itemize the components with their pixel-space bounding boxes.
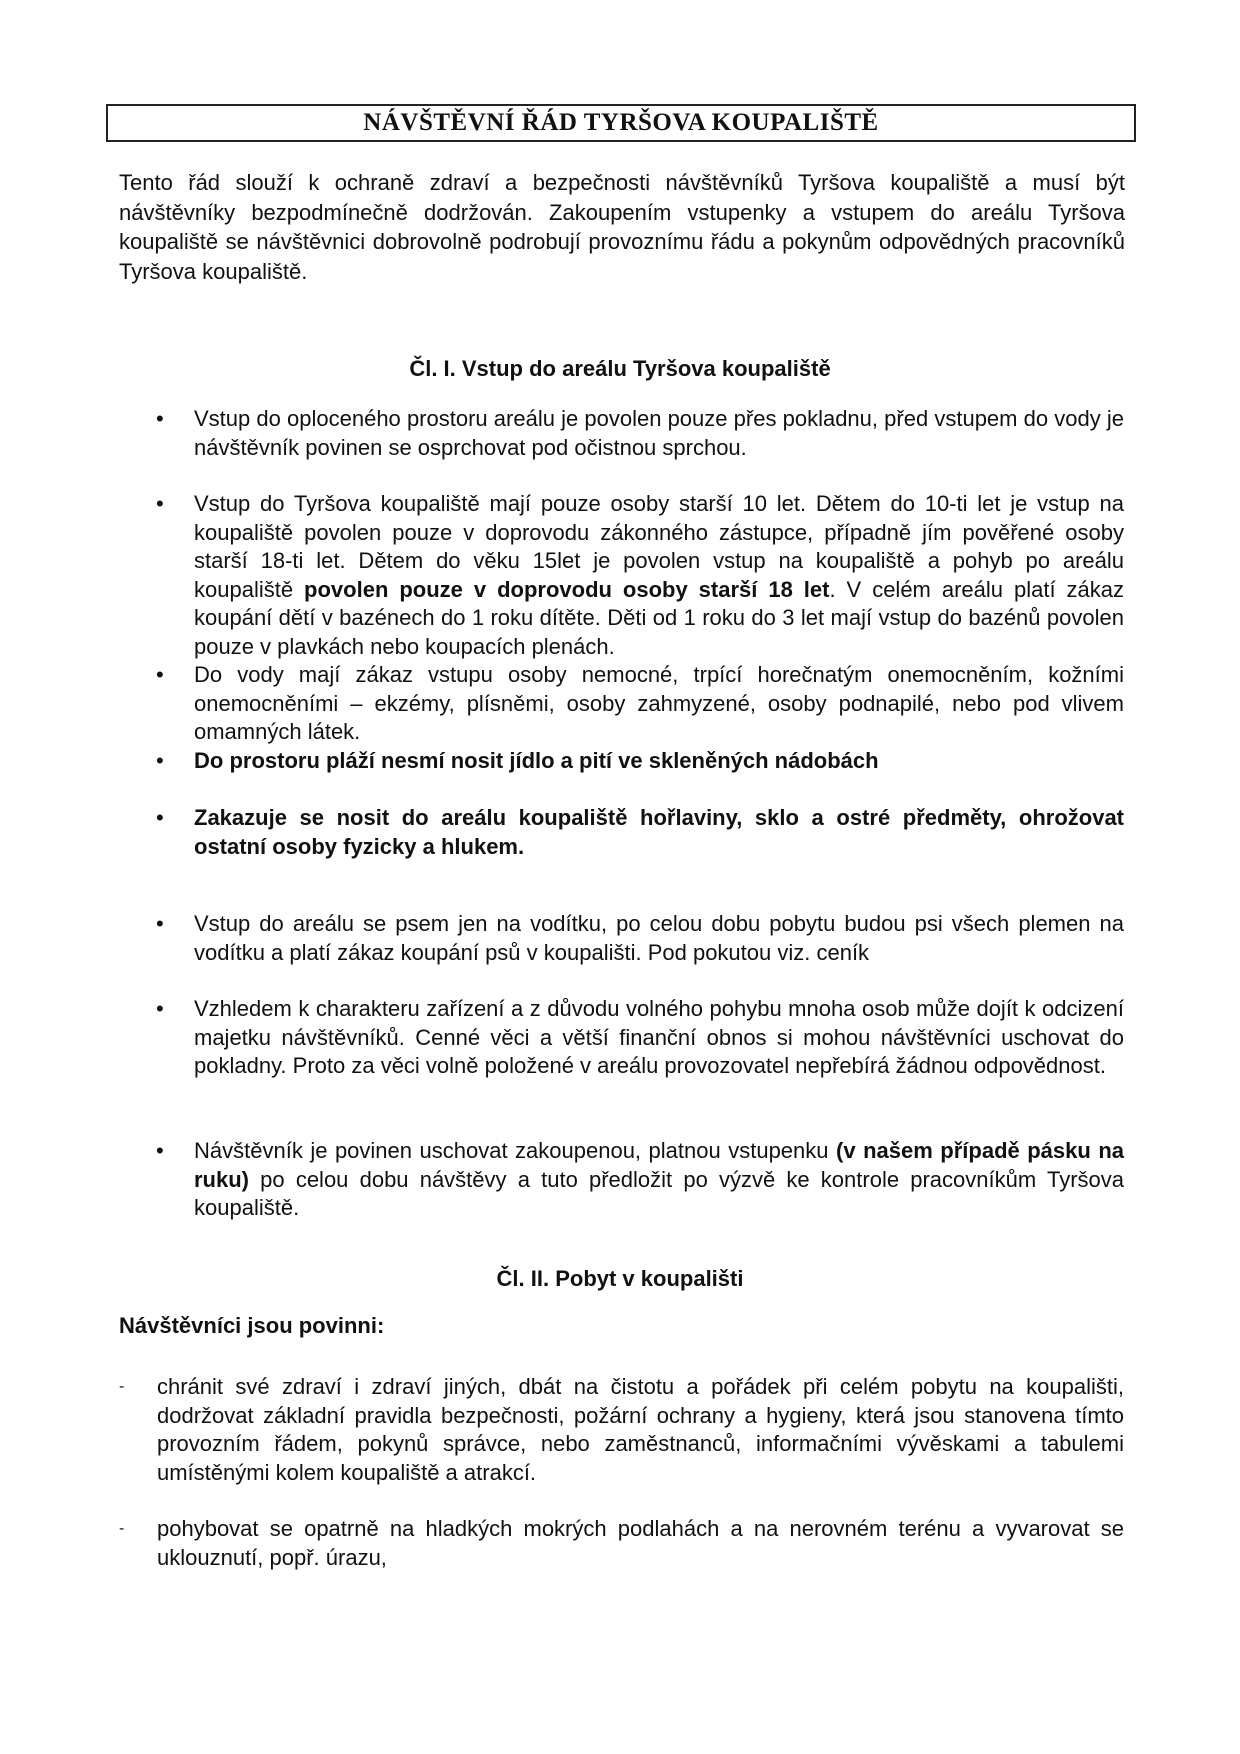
bullet-icon: • xyxy=(156,406,164,431)
dash-marker-icon: - xyxy=(119,1520,125,1537)
list-item: Vstup do areálu se psem jen na vodítku, po celou dobu pobytu budou psi všech plemen na vodítku a platí zákaz koupání psů v koupališti. Pod pokutou viz. ceník xyxy=(194,911,1124,965)
list-item: chránit své zdraví i zdraví jiných, dbát na čistotu a pořádek při celém pobytu na koupališti, dodržovat základní pravidla bezpečnosti, požární ochrany a hygieny, která jsou stanovena tímto provozním řádem, pokynů správce, nebo zaměstnanců, informačními vývěskami a tabulemi umístěnými kolem koupaliště a atrakcí. xyxy=(157,1374,1124,1485)
list-item: Do vody mají zákaz vstupu osoby nemocné, trpící horečnatým onemocněním, kožními onemocněními – ekzémy, plísněmi, osoby zahmyzené, osoby podnapilé, nebo pod vlivem omamných látek. xyxy=(194,662,1124,744)
list-item: Vstup do Tyršova koupaliště mají pouze osoby starší 10 let. Dětem do 10-ti let je vstup na koupaliště povolen pouze v doprovodu zákonného zástupce, případně jím pověřené osoby starší 18-ti let. Dětem do věku 15let je povolen vstup na koupaliště a pohyb po areálu koupaliště povolen pouze v doprovodu osoby starší 18 let. V celém areálu platí zákaz koupání dětí v bazénech do 1 roku dítěte. Děti od 1 roku do 3 let mají vstup do bazénů povolen pouze v plavkách nebo koupacích plenách. xyxy=(194,491,1124,659)
bullet-icon: • xyxy=(156,805,164,830)
list-item: Vzhledem k charakteru zařízení a z důvodu volného pohybu mnoha osob může dojít k odcizení majetku návštěvníků. Cenné věci a větší finanční obnos si mohou návštěvníci uschovat do pokladny. Proto za věci volně položené v areálu provozovatel nepřebírá žádnou odpovědnost. xyxy=(194,996,1124,1078)
section-2-heading: Čl. II. Pobyt v koupališti xyxy=(496,1266,744,1291)
bold-emphasis: povolen pouze v doprovodu osoby starší 18 let xyxy=(304,576,830,602)
list-item: pohybovat se opatrně na hladkých mokrých podlahách a na nerovném terénu a vyvarovat se uklouznutí, popř. úrazu, xyxy=(157,1516,1124,1570)
bullet-icon: • xyxy=(156,1138,164,1163)
bullet-icon: • xyxy=(156,662,164,687)
intro-paragraph: Tento řád slouží k ochraně zdraví a bezpečnosti návštěvníků Tyršova koupaliště a musí být návštěvníky bezpodmínečně dodržován. Zakoupením vstupenky a vstupem do areálu Tyršova koupaliště se návštěvnici dobrovolně podrobují provoznímu řádu a pokynům odpovědných pracovníků Tyršova koupaliště. xyxy=(119,170,1125,284)
section-1-heading: Čl. I. Vstup do areálu Tyršova koupaliště xyxy=(409,356,831,381)
document-title: NÁVŠTĚVNÍ ŘÁD TYRŠOVA KOUPALIŠTĚ xyxy=(363,109,879,136)
list-item: Zakazuje se nosit do areálu koupaliště hořlaviny, sklo a ostré předměty, ohrožovat ostatní osoby fyzicky a hlukem. xyxy=(194,805,1124,859)
list-item: Do prostoru pláží nesmí nosit jídlo a pití ve skleněných nádobách xyxy=(194,748,879,773)
bullet-icon: • xyxy=(156,996,164,1021)
title-box xyxy=(106,104,1136,142)
list-item: Vstup do oploceného prostoru areálu je povolen pouze přes pokladnu, před vstupem do vody je návštěvník povinen se osprchovat pod očistnou sprchou. xyxy=(194,406,1124,460)
section-2-subheading: Návštěvníci jsou povinni: xyxy=(119,1313,385,1338)
bullet-icon: • xyxy=(156,491,164,516)
bold-emphasis: (v našem případě pásku na ruku) xyxy=(194,1138,1124,1192)
bullet-icon: • xyxy=(156,748,164,773)
bullet-icon: • xyxy=(156,911,164,936)
dash-marker-icon: - xyxy=(119,1378,125,1395)
list-item: Návštěvník je povinen uschovat zakoupenou, platnou vstupenku (v našem případě pásku na ruku) po celou dobu návštěvy a tuto předložit po výzvě ke kontrole pracovníkům Tyršova koupaliště. xyxy=(194,1138,1124,1220)
